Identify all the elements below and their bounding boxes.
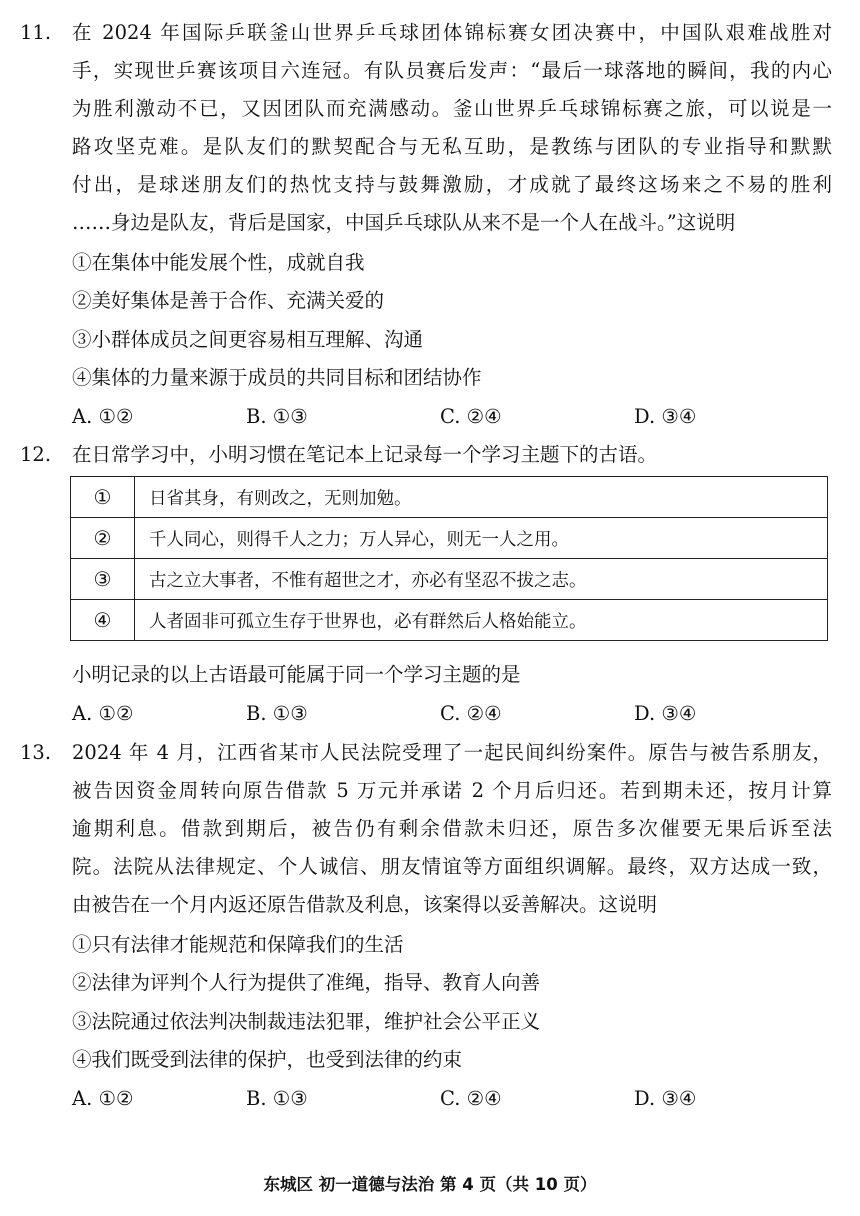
- statement-4: ④集体的力量来源于成员的共同目标和团结协作: [72, 366, 482, 389]
- statement-1: ①只有法律才能规范和保障我们的生活: [72, 933, 404, 956]
- statement-1: ①在集体中能发展个性，成就自我: [72, 251, 365, 274]
- table-row: [71, 518, 828, 559]
- stem-line: 由被告在一个月内返还原告借款及利息，该案得以妥善解决。这说明: [72, 893, 658, 916]
- statement-3: ③法院通过依法判决制裁违法犯罪，维护社会公平正义: [72, 1010, 541, 1033]
- row-index: ④: [71, 600, 135, 641]
- option-d[interactable]: D. ③④: [634, 405, 697, 428]
- statement-2: ②美好集体是善于合作、充满关爱的: [72, 289, 385, 312]
- option-a[interactable]: A. ①②: [72, 405, 134, 428]
- row-index: ①: [71, 477, 135, 518]
- question-number: 13.: [20, 741, 52, 764]
- stem-line: ……身边是队友，背后是国家，中国乒乓球队从来不是一个人在战斗。”这说明: [72, 211, 736, 234]
- question-number: 11.: [20, 21, 52, 44]
- row-index: ③: [71, 559, 135, 600]
- row-quote: 日省其身，有则改之，无则加勉。: [135, 477, 828, 518]
- page-footer: 东城区 初一道德与法治 第 4 页（共 10 页）: [263, 1175, 597, 1194]
- row-index: ②: [71, 518, 135, 559]
- stem-line: 院。法院从法律规定、个人诚信、朋友情谊等方面组织调解。最终，双方达成一致，: [72, 855, 832, 878]
- stem-line: 在 2024 年国际乒联釜山世界乒乓球团体锦标赛女团决赛中，中国队艰难战胜对: [72, 21, 832, 44]
- statement-2: ②法律为评判个人行为提供了准绳，指导、教育人向善: [72, 971, 541, 994]
- stem-line: 为胜利激动不已，又因团队而充满感动。釜山世界乒乓球锦标赛之旅，可以说是一: [72, 97, 832, 120]
- option-c[interactable]: C. ②④: [440, 702, 502, 725]
- table-row: [71, 600, 828, 641]
- stem-line: 被告因资金周转向原告借款 5 万元并承诺 2 个月后归还。若到期未还，按月计算: [72, 779, 832, 802]
- row-quote: 古之立大事者，不惟有超世之才，亦必有坚忍不拔之志。: [135, 559, 828, 600]
- statement-3: ③小群体成员之间更容易相互理解、沟通: [72, 328, 424, 351]
- option-c[interactable]: C. ②④: [440, 405, 502, 428]
- option-b[interactable]: B. ①③: [246, 1087, 308, 1110]
- option-d[interactable]: D. ③④: [634, 702, 697, 725]
- option-a[interactable]: A. ①②: [72, 1087, 134, 1110]
- stem-line: 逾期利息。借款到期后，被告仍有剩余借款未归还，原告多次催要无果后诉至法: [72, 817, 832, 840]
- table-row: [71, 477, 828, 518]
- table-row: [71, 559, 828, 600]
- row-quote: 人者固非可孤立生存于世界也，必有群然后人格始能立。: [135, 600, 828, 641]
- option-a[interactable]: A. ①②: [72, 702, 134, 725]
- stem-line: 2024 年 4 月，江西省某市人民法院受理了一起民间纠纷案件。原告与被告系朋友，: [72, 741, 832, 764]
- question-number: 12.: [20, 443, 52, 466]
- quotes-table: [70, 476, 828, 641]
- question-stem: 在日常学习中，小明习惯在笔记本上记录每一个学习主题下的古语。: [72, 443, 658, 466]
- stem-line: 付出，是球迷朋友们的热忱支持与鼓舞激励，才成就了最终这场来之不易的胜利: [72, 173, 832, 196]
- option-d[interactable]: D. ③④: [634, 1087, 697, 1110]
- row-quote: 千人同心，则得千人之力；万人异心，则无一人之用。: [135, 518, 828, 559]
- statement-4: ④我们既受到法律的保护，也受到法律的约束: [72, 1048, 463, 1071]
- stem-line: 路攻坚克难。是队友们的默契配合与无私互助，是教练与团队的专业指导和默默: [72, 135, 832, 158]
- option-b[interactable]: B. ①③: [246, 405, 308, 428]
- option-c[interactable]: C. ②④: [440, 1087, 502, 1110]
- question-prompt: 小明记录的以上古语最可能属于同一个学习主题的是: [72, 663, 521, 686]
- option-b[interactable]: B. ①③: [246, 702, 308, 725]
- stem-line: 手，实现世乒赛该项目六连冠。有队员赛后发声：“最后一球落地的瞬间，我的内心: [72, 59, 832, 82]
